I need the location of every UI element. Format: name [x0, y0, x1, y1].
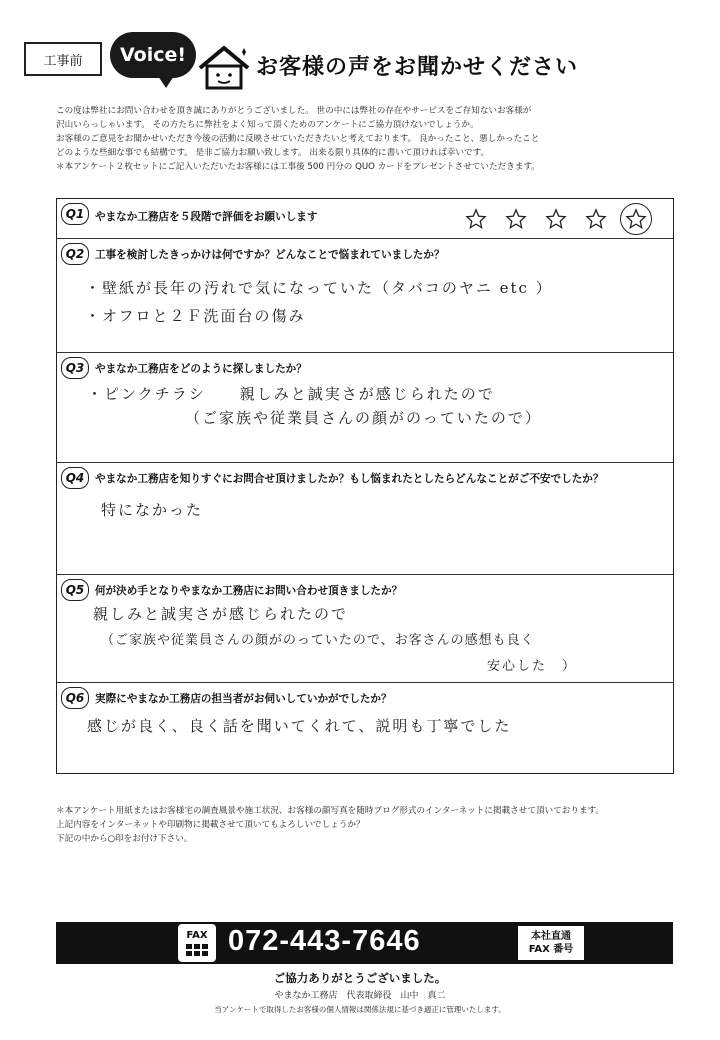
question-text: 何が決め手となりやまなか工務店にお問い合わせ頂きましたか？: [95, 585, 403, 597]
footnote-line: ＊本アンケート用紙またはお客様宅の調査風景や施工状況、お客様の顔写真を随時ブログ形式のインターネットに掲載させて頂いております。: [56, 806, 605, 816]
fax-bar: [56, 922, 673, 964]
fax-keypad: [186, 944, 208, 956]
fax-icon-label: FAX: [186, 930, 208, 941]
intro-line: ＊本アンケート２枚セットにご記入いただいたお客様には工事後 500 円分の QUO カードをプレゼントさせていただきます。: [56, 162, 540, 172]
question-number: Q6: [61, 687, 89, 709]
rating-stars: [465, 208, 647, 230]
question-row-q1: [57, 199, 673, 239]
intro-text: [56, 104, 676, 174]
voice-speech-bubble: Voice!: [110, 32, 196, 78]
footnote-line: 上記内容をインターネットや印刷物に掲載させて頂いてもよろしいでしょうか？: [56, 820, 365, 830]
pre-construction-tag: 工事前: [24, 42, 102, 76]
page-title: お客様の声をお聞かせください: [256, 55, 579, 80]
fax-badge-line: 本社直通: [531, 931, 571, 942]
question-text: やまなか工務店を５段階で評価をお願いします: [95, 211, 318, 223]
fax-badge-line: FAX 番号: [528, 944, 574, 955]
house-icon: [196, 44, 252, 90]
handwritten-answer: （ご家族や従業員さんの顔がのっていたので）: [185, 409, 542, 427]
question-row-q3: [57, 353, 673, 463]
handwritten-answer: 特になかった: [101, 501, 204, 519]
footnote: [56, 804, 696, 846]
questionnaire-frame: [56, 198, 674, 774]
star-icon[interactable]: [465, 208, 487, 230]
question-row-q5: [57, 575, 673, 683]
question-text: やまなか工務店をどのように探しましたか？: [95, 363, 307, 375]
star-icon[interactable]: [545, 208, 567, 230]
intro-line: お客様のご意見をお聞かせいただき今後の活動に反映させていただきたいと考えております。 良かったこと、悪しかったこと: [56, 134, 540, 144]
question-number: Q4: [61, 467, 89, 489]
question-text: やまなか工務店を知りすぐにお問合せ頂けましたか？もし悩まれたとしたらどんなことがご不安でしたか？: [95, 473, 604, 485]
question-row-q2: [57, 239, 673, 353]
question-row-q6: [57, 683, 673, 775]
handwritten-answer: ・オフロと２Ｆ洗面台の傷み: [85, 307, 306, 325]
handwritten-answer: ・壁紙が長年の汚れで気になっていた（タバコのヤニ etc ）: [85, 279, 553, 297]
intro-line: どのような些細な事でも結構です。 是非ご協力お願い致します。 出来る限り具体的に書いて頂ければ幸いです。: [56, 148, 490, 158]
intro-line: この度は弊社にお問い合わせを頂き誠にありがとうございました。 世の中には弊社の存在やサービスをご存知ないお客様が: [56, 106, 532, 116]
question-number: Q2: [61, 243, 89, 265]
question-number: Q1: [61, 203, 89, 225]
star-icon[interactable]: [505, 208, 527, 230]
handwritten-answer: 安心した ）: [487, 659, 578, 674]
question-text: 工事を検討したきっかけは何ですか？どんなことで悩まれていましたか？: [95, 249, 445, 261]
question-number: Q3: [61, 357, 89, 379]
question-row-q4: [57, 463, 673, 575]
company-signature: やまなか工務店 代表取締役 山中 真二: [274, 991, 446, 1001]
question-number: Q5: [61, 579, 89, 601]
privacy-notice: 当アンケートで取得したお客様の個人情報は関係法規に基づき適正に管理いたします。: [214, 1005, 506, 1014]
handwritten-answer: ・ピンクチラシ 親しみと誠実さが感じられたので: [87, 385, 495, 403]
thanks-text: ご協力ありがとうございました。: [273, 971, 447, 985]
star-icon: [625, 208, 647, 230]
handwritten-answer: 親しみと誠実さが感じられたので: [93, 605, 349, 623]
fax-machine-icon: [178, 924, 216, 962]
intro-line: 沢山いらっしゃいます。 その方たちに弊社をよく知って頂くためのアンケートにご協力頂けないでしょうか。: [56, 120, 479, 130]
question-text: 実際にやまなか工務店の担当者がお伺いしていかがでしたか？: [95, 693, 392, 705]
handwritten-answer: 感じが良く、良く話を聞いてくれて、説明も丁寧でした: [87, 717, 512, 735]
star-icon[interactable]: [585, 208, 607, 230]
footnote-line: 下記の中から○印をお付け下さい。: [56, 834, 193, 844]
star-selected[interactable]: [625, 208, 647, 230]
handwritten-answer: （ご家族や従業員さんの顔がのっていたので、お客さんの感想も良く: [101, 633, 535, 648]
fax-badge: [518, 926, 584, 960]
fax-number: 072-443-7646: [228, 925, 421, 957]
